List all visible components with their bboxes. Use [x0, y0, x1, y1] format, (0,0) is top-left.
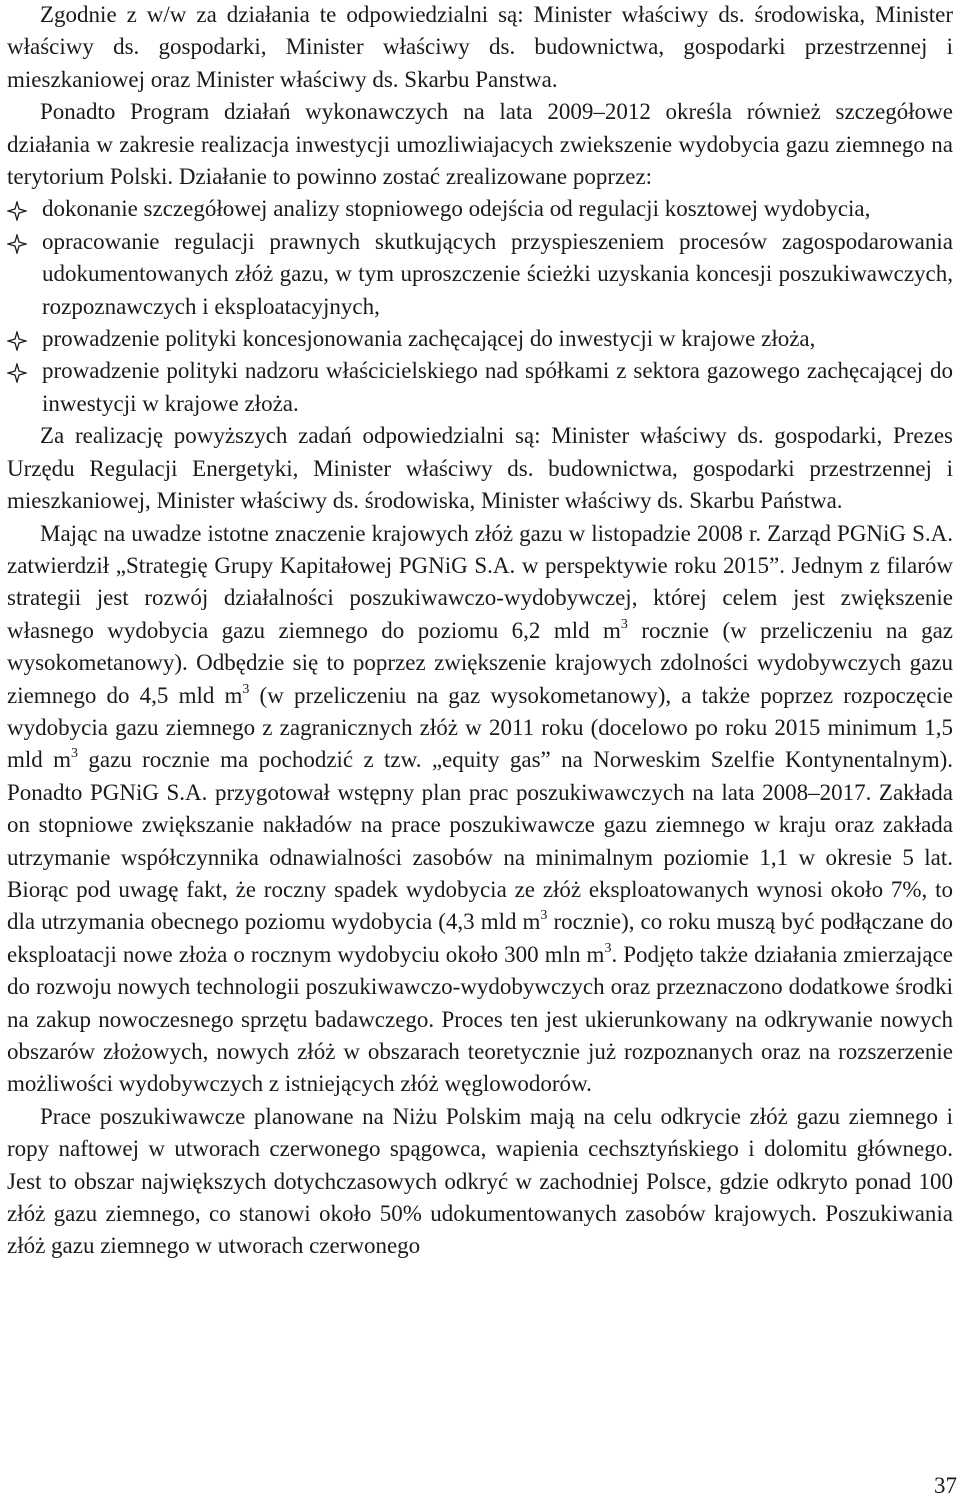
four-point-star-icon	[7, 363, 29, 385]
list-item	[7, 193, 953, 225]
paragraph-ministers: Zgodnie z w/w za działania te odpowiedzialni są: Minister właściwy ds. środowiska, Minister właściwy ds. gospodarki, Minister właściwy ds. budownictwa, gospodarki przestrzennej i mieszkaniowej oraz Minister właściwy ds. Skarbu Panstwa.	[7, 2, 953, 92]
superscript: 3	[71, 746, 79, 762]
list-item-text: opracowanie regulacji prawnych skutkujących przyspieszeniem procesów zagospodarowania udokumentowanych złóż gazu, w tym uproszczenie ścieżki uzyskania koncesji poszukiwawczych, rozpoznawczych i eksploatacyjnych,	[42, 228, 953, 319]
bullet-list	[7, 193, 953, 420]
superscript: 3	[620, 616, 628, 632]
text-run: gazu rocznie ma pochodzić z tzw. „equity gas” na Norweskim Szelfie Kontynentalnym). Ponadto PGNiG S.A. przygotował wstępny plan prac poszukiwawczych na lata 2008–2017. Zakłada on stopniowe zwiększanie nakładów na prace poszukiwawcze gazu ziemnego w kraju oraz zakłada utrzymanie współczynnika odnawialności zasobów na minimalnym poziomie 1,1 w okresie 5 lat. Biorąc pod uwagę fakt, że roczny spadek wydobycia ze złóż eksploatowanych wynosi około 7%, to dla utrzymania obecnego poziomu wydobycia (4,3 mld m	[7, 747, 954, 935]
list-item	[7, 355, 953, 420]
paragraph-exploration: Prace poszukiwawcze planowane na Niżu Polskim mają na celu odkrycie złóż gazu ziemnego i ropy naftowej w utworach czerwonego spągowca, wapienia cechsztyńskiego i dolomitu głównego. Jest to obszar największych dotychczasowych odkryć w zachodniej Polsce, gdzie odkryto ponad 100 złóż gazu ziemnego, co stanowi około 50% udokumentowanych zasobów krajowych. Poszukiwania złóż gazu ziemnego w utworach czerwonego	[7, 1103, 953, 1259]
list-item	[7, 323, 953, 355]
four-point-star-icon	[7, 201, 29, 223]
list-item	[7, 226, 953, 323]
page-number: 37	[934, 1473, 957, 1498]
superscript: 3	[242, 681, 250, 697]
superscript: 3	[604, 940, 612, 956]
list-item-text: prowadzenie polityki koncesjonowania zachęcającej do inwestycji w krajowe złoża,	[42, 326, 816, 352]
four-point-star-icon	[7, 234, 29, 256]
superscript: 3	[540, 908, 548, 924]
list-item-text: prowadzenie polityki nadzoru właścicielskiego nad spółkami z sektora gazowego zachęcającej do inwestycji w krajowe złoża.	[42, 358, 953, 416]
paragraph-responsible: Za realizację powyższych zadań odpowiedzialni są: Minister właściwy ds. gospodarki, Prezes Urzędu Regulacji Energetyki, Minister właściwy ds. budownictwa, gospodarki przestrzennej i mieszkaniowej, Minister właściwy ds. środowiska, Minister właściwy ds. Skarbu Państwa.	[7, 423, 953, 514]
four-point-star-icon	[7, 331, 29, 353]
text-run: rocznie (w przeliczeniu na gaz wysokometanowy). Odbędzie się to poprzez zwiększenie krajowych zdolności wydobywczych gazu ziemnego do 4,5 mld m	[7, 617, 953, 708]
text-run: (w przeliczeniu na gaz wysokometanowy), a także poprzez rozpoczęcie wydobycia gazu ziemnego z zagranicznych złóż w 2011 roku (docelowo po roku 2015 minimum 1,5 mld m	[7, 682, 953, 773]
document-page	[7, 0, 953, 1263]
paragraph-program: Ponadto Program działań wykonawczych na lata 2009–2012 określa również szczegółowe działania w zakresie realizacja inwestycji umozliwiajacych zwiekszenie wydobycia gazu ziemnego na terytorium Polski. Działanie to powinno zostać zrealizowane poprzez:	[7, 99, 953, 190]
list-item-text: dokonanie szczegółowej analizy stopniowego odejścia od regulacji kosztowej wydobycia,	[42, 196, 871, 222]
text-run: rocznie), co roku muszą być podłączane do eksploatacji nowe złoża o rocznym wydobyciu około 300 mln m	[7, 909, 953, 967]
text-run: . Podjęto także działania zmierzające do rozwoju nowych technologii poszukiwawczo-wydobywczych oraz przeznaczono dodatkowe środki na zakup nowoczesnego sprzętu badawczego. Proces ten jest ukierunkowany na odkrywanie nowych obszarów złożowych, nowych złóż w obszarach teoretycznie już rozpoznanych oraz na rozszerzenie możliwości wydobywczych z istniejących złóż węglowodorów.	[7, 941, 954, 1097]
text-run: Mając na uwadze istotne znaczenie krajowych złóż gazu w listopadzie 2008 r. Zarząd PGNiG S.A. zatwierdził „Strategię Grupy Kapitałowej PGNiG S.A. w perspektywie roku 2015”. Jednym z filarów strategii jest rozwój działalności poszukiwawczo-wydobywczej, której celem jest zwiększenie własnego wydobycia gazu ziemnego do poziomu 6,2 mld m	[7, 520, 953, 643]
paragraph-pgnig-strategy	[7, 518, 953, 1101]
